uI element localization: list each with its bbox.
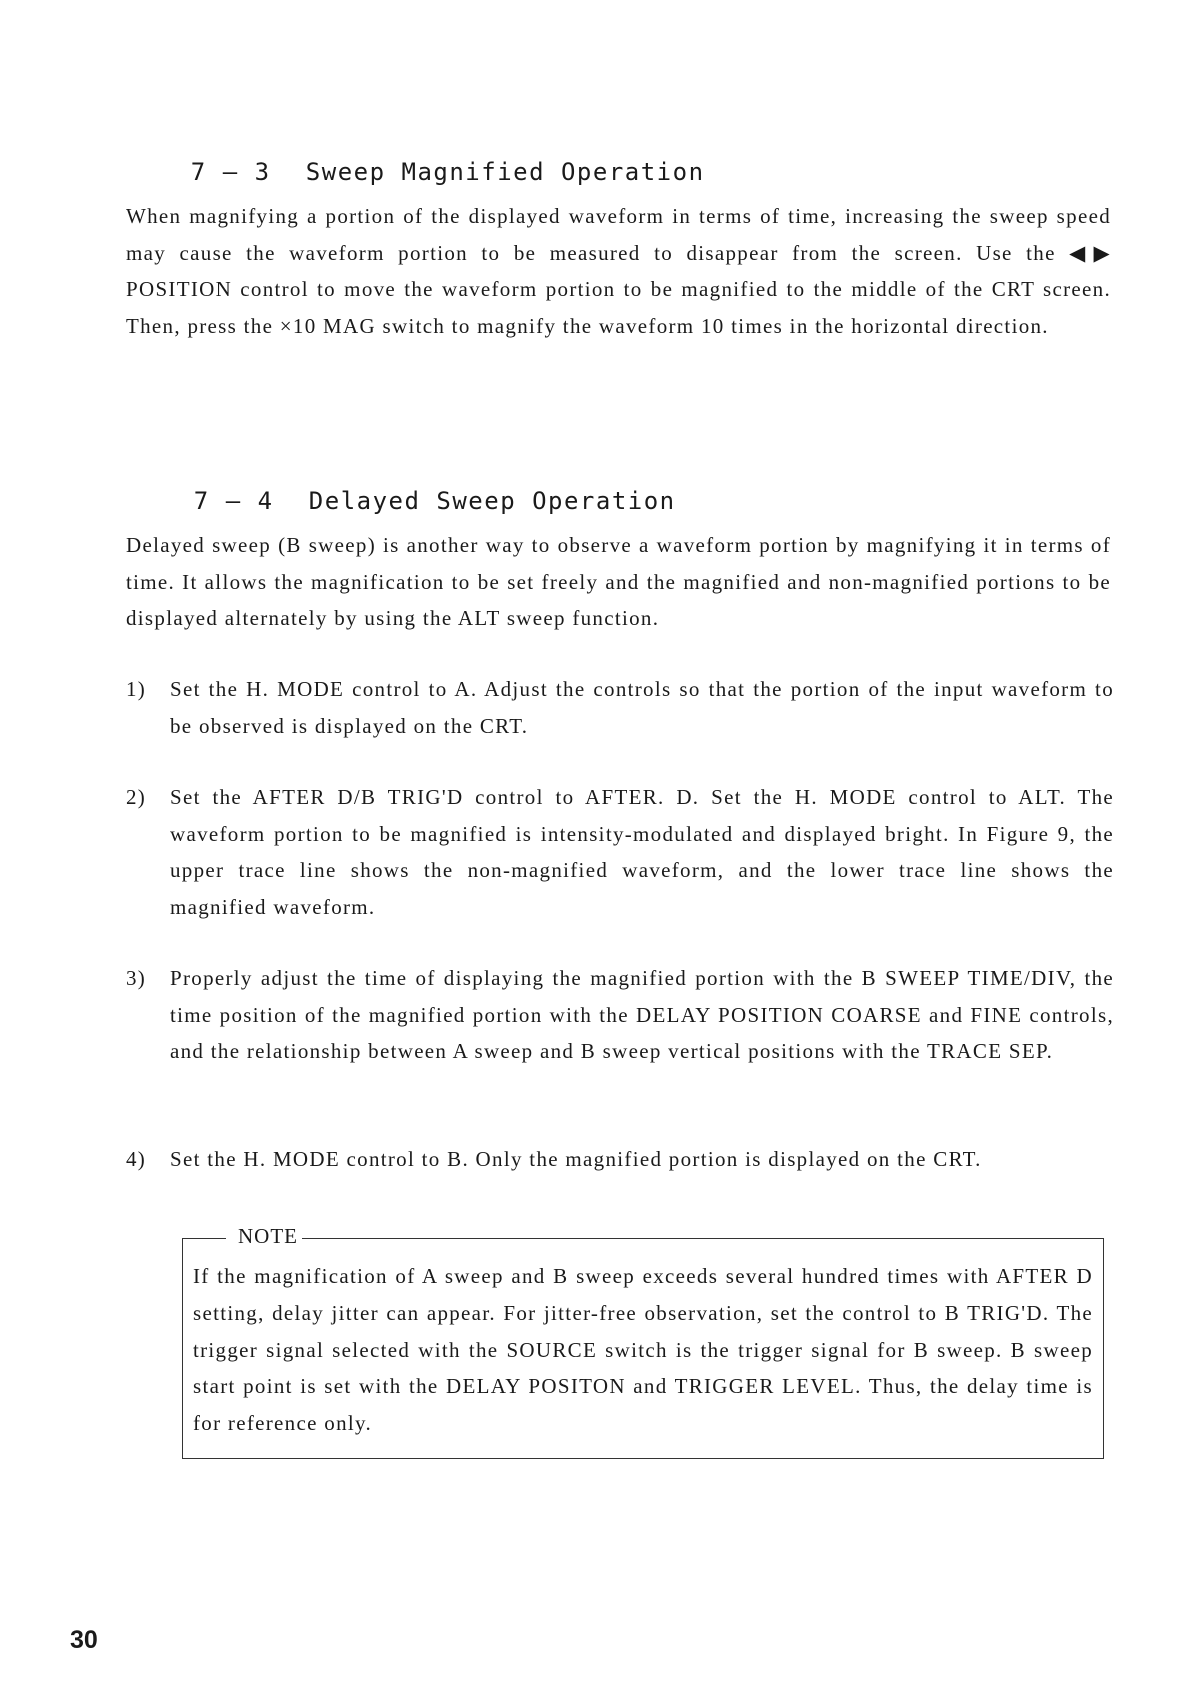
step-item: [126, 960, 1114, 1070]
section-number: 7 — 3: [190, 158, 271, 186]
step-text: Set the AFTER D/B TRIG'D control to AFTER. D. Set the H. MODE control to ALT. The waveform portion to be magnified is intensity-modulated and displayed bright. In Figure 9, the upper trace line shows the non-magnified waveform, and the lower trace line shows the magnified waveform.: [170, 785, 1114, 919]
step-number: 1): [126, 677, 147, 701]
note-text: If the magnification of A sweep and B sweep exceeds several hundred times with AFTER D setting, delay jitter can appear. For jitter-free observation, set the control to B TRIG'D. The trigger signal selected with the SOURCE switch is the trigger signal for B sweep. B sweep start point is set with the DELAY POSITON and TRIGGER LEVEL. Thus, the delay time is for reference only.: [193, 1264, 1093, 1436]
step-item: [126, 1141, 1114, 1178]
step-number: 4): [126, 1147, 147, 1171]
section-paragraph: Delayed sweep (B sweep) is another way to observe a waveform portion by magnifying it in terms of time. It allows the magnification to be set freely and the magnified and non-magnified portions to be displayed alternately by using the ALT sweep function.: [126, 533, 1111, 630]
step-number: 2): [126, 785, 147, 809]
section-number: 7 — 4: [193, 487, 274, 515]
step-text: Properly adjust the time of displaying the magnified portion with the B SWEEP TIME/DIV, the time position of the magnified portion with the DELAY POSITION COARSE and FINE controls, and the relationship between A sweep and B sweep vertical positions with the TRACE SEP.: [170, 966, 1114, 1063]
page-number: 30: [70, 1626, 98, 1654]
note-divider: [296, 1238, 1104, 1239]
step-item: [126, 671, 1114, 744]
note-divider: [182, 1238, 226, 1239]
section-title: Sweep Magnified Operation: [305, 158, 705, 186]
step-number: 3): [126, 966, 147, 990]
step-item: [126, 779, 1114, 925]
note-label: NOTE: [234, 1224, 302, 1249]
step-text: Set the H. MODE control to A. Adjust the controls so that the portion of the input waveform to be observed is displayed on the CRT.: [170, 677, 1114, 738]
step-text: Set the H. MODE control to B. Only the magnified portion is displayed on the CRT.: [170, 1147, 982, 1171]
section-paragraph: When magnifying a portion of the displayed waveform in terms of time, increasing the sweep speed may cause the waveform portion to be measured to disappear from the screen. Use the ◀▶ POSITION control to move the waveform portion to be magnified to the middle of the CRT screen. Then, press the ×10 MAG switch to magnify the waveform 10 times in the horizontal direction.: [126, 204, 1111, 338]
section-title: Delayed Sweep Operation: [308, 487, 676, 515]
